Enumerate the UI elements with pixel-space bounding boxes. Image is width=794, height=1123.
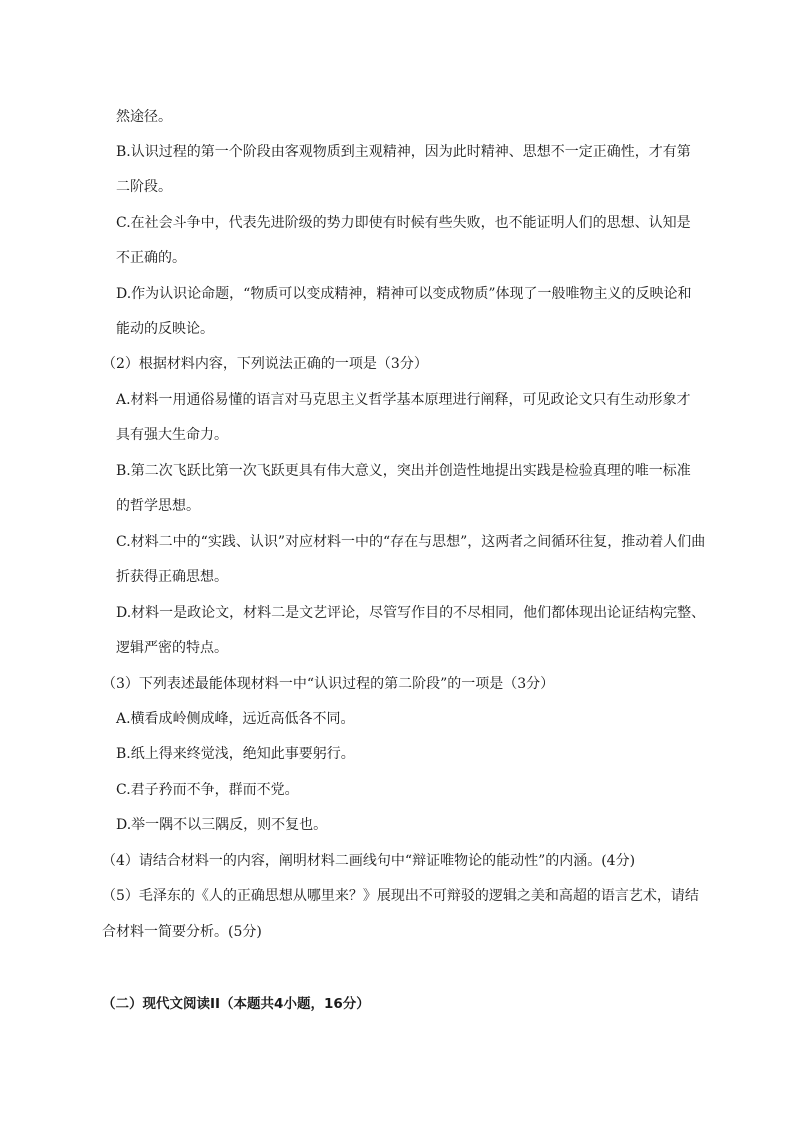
q2-option-c-continuation: 折获得正确思想。: [116, 569, 228, 585]
section-heading: （二）现代文阅读II（本题共4小题，16分）: [102, 996, 370, 1012]
option-c-text: C.在社会斗争中，代表先进阶级的势力即使有时候有些失败，也不能证明人们的思想、认知是: [116, 215, 691, 231]
question-4-stem: （4）请结合材料一的内容，阐明材料二画线句中“辩证唯物论的能动性”的内涵。(4分): [102, 853, 636, 869]
q3-option-a: A.横看成岭侧成峰，远近高低各不同。: [116, 711, 355, 727]
question-3-stem: （3）下列表述最能体现材料一中“认识过程的第二阶段”的一项是（3分）: [102, 676, 555, 692]
question-5-stem: （5）毛泽东的《人的正确思想从哪里来？》展现出不可辩驳的逻辑之美和高超的语言艺术，请结: [102, 888, 699, 904]
q3-option-c: C.君子矜而不争，群而不党。: [116, 782, 299, 798]
option-b-text: B.认识过程的第一个阶段由客观物质到主观精神，因为此时精神、思想不一定正确性，才有第: [116, 144, 691, 160]
option-c-continuation: 不正确的。: [116, 250, 186, 266]
q3-option-b: B.纸上得来终觉浅，绝知此事要躬行。: [116, 746, 355, 762]
option-b-continuation: 二阶段。: [116, 179, 172, 195]
q2-option-d-text: D.材料一是政论文，材料二是文艺评论，尽管写作目的不尽相同，他们都体现出论证结构完整、: [116, 605, 706, 621]
q2-option-a-continuation: 具有强大生命力。: [116, 427, 228, 443]
q3-option-d: D.举一隅不以三隅反，则不复也。: [116, 817, 328, 833]
q2-option-a-text: A.材料一用通俗易懂的语言对马克思主义哲学基本原理进行阐释，可见政论文只有生动形象才: [116, 392, 691, 408]
q2-option-c-text: C.材料二中的“实践、认识”对应材料一中的“存在与思想”，这两者之间循环往复，推动着人们曲: [116, 534, 706, 550]
option-d-continuation: 能动的反映论。: [116, 321, 214, 337]
question-5-continuation: 合材料一简要分析。(5分): [102, 924, 262, 940]
question-2-stem: （2）根据材料内容，下列说法正确的一项是（3分）: [102, 356, 428, 372]
q2-option-b-text: B.第二次飞跃比第一次飞跃更具有伟大意义，突出并创造性地提出实践是检验真理的唯一标准: [116, 463, 691, 479]
q2-option-b-continuation: 的哲学思想。: [116, 498, 200, 514]
option-a-continuation: 然途径。: [116, 109, 172, 125]
q2-option-d-continuation: 逻辑严密的特点。: [116, 640, 228, 656]
option-d-text: D.作为认识论命题，“物质可以变成精神，精神可以变成物质”体现了一般唯物主义的反映论和: [116, 286, 692, 302]
